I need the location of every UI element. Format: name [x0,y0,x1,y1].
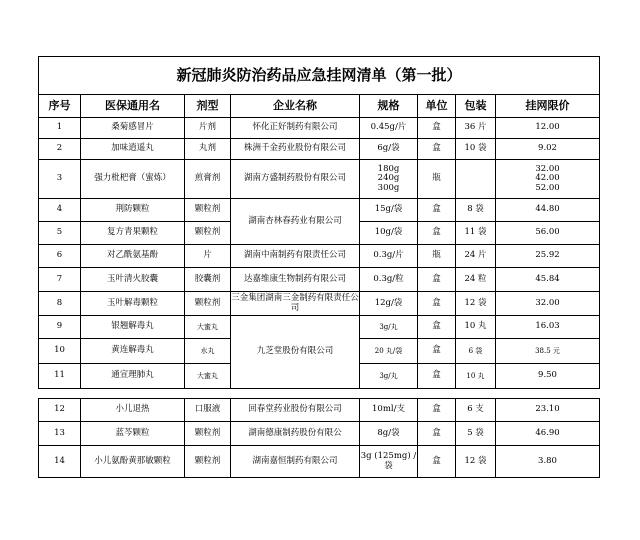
header-pack: 包装 [456,95,496,118]
cell-pack: 24 片 [456,245,496,268]
cell-spec: 12g/袋 [360,292,418,316]
header-unit: 单位 [418,95,456,118]
cell-no: 6 [39,245,81,268]
cell-pack: 5 袋 [456,422,496,446]
cell-no: 3 [39,160,81,199]
drug-list-table-part1 [38,56,600,389]
cell-form: 片 [185,245,231,268]
cell-company: 达嘉维康生物制药有限公司 [231,268,360,292]
table-row [39,118,600,139]
price-line: 32.00 [535,163,560,174]
cell-unit: 盒 [418,292,456,316]
cell-form: 颗粒剂 [185,292,231,316]
cell-form: 丸剂 [185,139,231,160]
cell-unit: 瓶 [418,245,456,268]
cell-name: 加味逍遥丸 [81,139,185,160]
cell-name: 荆防颗粒 [81,199,185,222]
cell-price [496,160,600,199]
cell-price: 9.50 [496,364,600,389]
cell-name: 黄连解毒丸 [81,339,185,364]
cell-no: 14 [39,446,81,478]
cell-unit: 盒 [418,364,456,389]
header-form: 剂型 [185,95,231,118]
header-no: 序号 [39,95,81,118]
cell-no: 7 [39,268,81,292]
cell-pack: 24 粒 [456,268,496,292]
cell-name: 复方青果颗粒 [81,222,185,245]
header-price: 挂网限价 [496,95,600,118]
cell-spec [360,160,418,199]
cell-unit: 盒 [418,139,456,160]
cell-pack: 10 丸 [456,316,496,339]
cell-spec: 20 丸/袋 [360,339,418,364]
cell-price: 32.00 [496,292,600,316]
cell-company: 株洲千金药业股份有限公司 [231,139,360,160]
header-name: 医保通用名 [81,95,185,118]
cell-price: 45.84 [496,268,600,292]
cell-form: 颗粒剂 [185,222,231,245]
cell-spec: 3g/丸 [360,364,418,389]
cell-no: 10 [39,339,81,364]
cell-price: 9.02 [496,139,600,160]
cell-company: 湖南方盛制药股份有限公司 [231,160,360,199]
cell-form: 大蜜丸 [185,364,231,389]
cell-form: 煎膏剂 [185,160,231,199]
spec-line: 300g [377,182,400,193]
header-spec: 规格 [360,95,418,118]
cell-unit: 瓶 [418,160,456,199]
cell-no: 13 [39,422,81,446]
cell-name: 小儿退热 [81,399,185,422]
cell-name: 蓝芩颗粒 [81,422,185,446]
cell-company: 怀化正好制药有限公司 [231,118,360,139]
cell-form: 片剂 [185,118,231,139]
cell-price: 44.80 [496,199,600,222]
cell-form: 颗粒剂 [185,422,231,446]
cell-unit: 盒 [418,222,456,245]
cell-company: 湖南德康制药股份有限公 [231,422,360,446]
cell-company: 九芝堂股份有限公司 [231,316,360,389]
cell-pack [456,160,496,199]
cell-form: 水丸 [185,339,231,364]
page-title: 新冠肺炎防治药品应急挂网清单（第一批） [39,57,600,95]
cell-spec: 0.45g/片 [360,118,418,139]
cell-no: 2 [39,139,81,160]
cell-no: 5 [39,222,81,245]
cell-pack: 12 袋 [456,446,496,478]
cell-company: 回春堂药业股份有限公司 [231,399,360,422]
cell-no: 11 [39,364,81,389]
cell-company: 三金集团湖南三金制药有限责任公司 [231,292,360,316]
cell-unit: 盒 [418,199,456,222]
spec-line: 180g [377,163,400,174]
cell-price: 3.80 [496,446,600,478]
cell-unit: 盒 [418,316,456,339]
cell-no: 8 [39,292,81,316]
cell-no: 12 [39,399,81,422]
cell-company: 湖南中南制药有限责任公司 [231,245,360,268]
cell-pack: 6 袋 [456,339,496,364]
cell-pack: 10 袋 [456,139,496,160]
cell-name: 对乙酰氨基酚 [81,245,185,268]
cell-name: 玉叶解毒颗粒 [81,292,185,316]
price-line: 42.00 [535,173,560,184]
cell-pack: 10 丸 [456,364,496,389]
cell-spec: 8g/袋 [360,422,418,446]
cell-name: 通宣理肺丸 [81,364,185,389]
cell-price: 25.92 [496,245,600,268]
table-row [39,399,600,422]
cell-unit: 盒 [418,268,456,292]
cell-price: 16.03 [496,316,600,339]
cell-unit: 盒 [418,118,456,139]
cell-unit: 盒 [418,446,456,478]
table-row [39,316,600,339]
cell-spec: 0.3g/粒 [360,268,418,292]
cell-company: 湖南嘉恒制药有限公司 [231,446,360,478]
cell-name: 小儿氨酚黄那敏颗粒 [81,446,185,478]
cell-name: 玉叶清火胶囊 [81,268,185,292]
cell-no: 9 [39,316,81,339]
cell-spec: 10g/袋 [360,222,418,245]
table-row [39,160,600,199]
cell-no: 1 [39,118,81,139]
cell-spec: 15g/袋 [360,199,418,222]
cell-price: 23.10 [496,399,600,422]
cell-pack: 36 片 [456,118,496,139]
table-row [39,292,600,316]
cell-pack: 8 袋 [456,199,496,222]
cell-spec: 6g/袋 [360,139,418,160]
table-row [39,139,600,160]
cell-price: 56.00 [496,222,600,245]
cell-spec: 3g/丸 [360,316,418,339]
cell-company: 湖南杏林春药业有限公司 [231,199,360,245]
header-company: 企业名称 [231,95,360,118]
cell-no: 4 [39,199,81,222]
cell-spec: 0.3g/片 [360,245,418,268]
table-row [39,446,600,478]
table-row [39,245,600,268]
cell-form: 颗粒剂 [185,199,231,222]
cell-pack: 6 支 [456,399,496,422]
cell-spec: 3g (125mg) /袋 [360,446,418,478]
cell-form: 大蜜丸 [185,316,231,339]
cell-unit: 盒 [418,422,456,446]
price-line: 52.00 [535,182,560,193]
cell-form: 口服液 [185,399,231,422]
cell-form: 颗粒剂 [185,446,231,478]
cell-name: 银翘解毒丸 [81,316,185,339]
header-row [39,95,600,118]
cell-unit: 盒 [418,399,456,422]
table-row [39,422,600,446]
cell-name: 桑菊感冒片 [81,118,185,139]
cell-pack: 12 袋 [456,292,496,316]
cell-form: 胶囊剂 [185,268,231,292]
drug-list-table-part2 [38,398,600,478]
cell-price: 38.5 元 [496,339,600,364]
cell-pack: 11 袋 [456,222,496,245]
cell-name: 强力枇杷膏（蜜炼） [81,160,185,199]
cell-spec: 10ml/支 [360,399,418,422]
table-row [39,199,600,222]
cell-price: 12.00 [496,118,600,139]
spec-line: 240g [377,173,400,184]
table-row [39,268,600,292]
cell-unit: 盒 [418,339,456,364]
cell-price: 46.90 [496,422,600,446]
